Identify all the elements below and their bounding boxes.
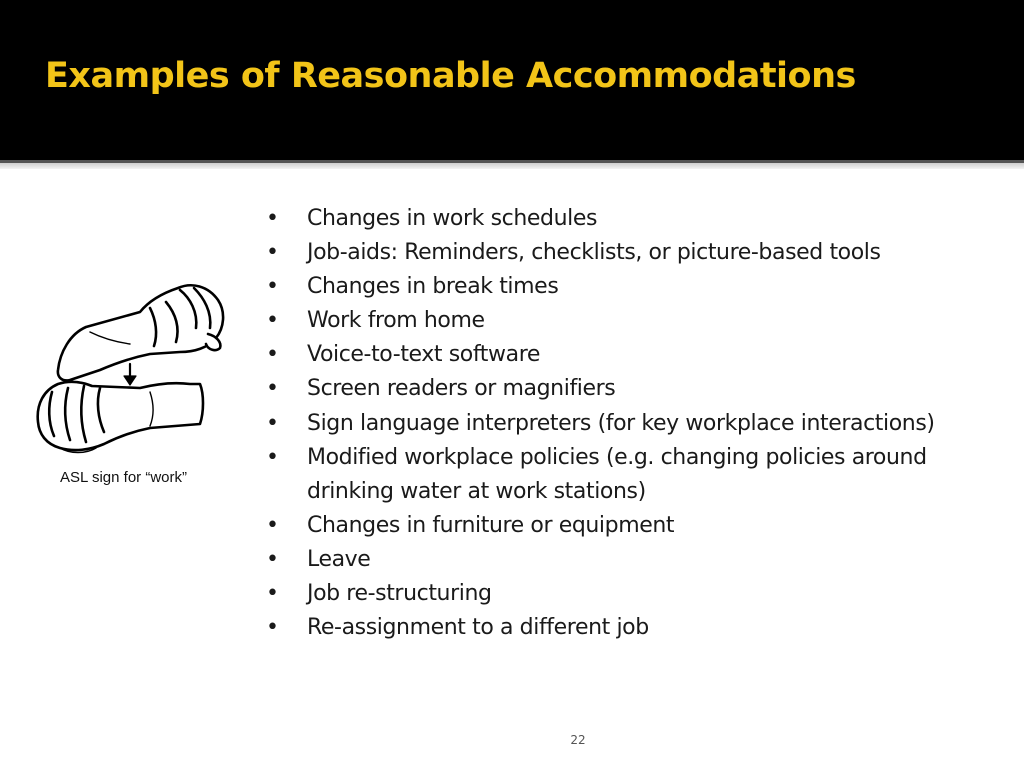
page-number: 22 [570,733,586,747]
list-item [266,202,1006,236]
bullet-icon: • [266,581,279,607]
list-item [266,372,1006,406]
bullet-icon: • [266,410,279,436]
slide-title: Examples of Reasonable Accommodations [45,56,856,96]
list-item [266,304,1006,338]
list-item [266,611,1006,645]
image-caption: ASL sign for “work” [60,469,187,486]
bullet-icon: • [266,615,279,641]
list-item [266,543,1006,577]
bullet-icon: • [266,444,279,470]
list-item [266,509,1006,543]
list-item-text: Re-assignment to a different job [307,615,649,641]
list-item [266,577,1006,611]
bullet-icon: • [266,308,279,334]
list-item-text: Job re-structuring [307,581,492,607]
list-item [266,338,1006,372]
bullet-icon: • [266,512,279,538]
list-item-text: Modified workplace policies (e.g. changing policies around drinking water at work stations) [307,444,927,504]
list-item-text: Leave [307,546,371,572]
list-item-text: Screen readers or magnifiers [307,376,616,402]
bullet-icon: • [266,546,279,572]
downward-motion-arrow-icon [124,364,136,385]
list-item-text: Changes in break times [307,274,559,300]
bullet-icon: • [266,206,279,231]
bullet-icon: • [266,274,279,300]
list-item [266,270,1006,304]
list-item-text: Job-aids: Reminders, checklists, or picture-based tools [307,240,881,266]
bullet-icon: • [266,376,279,402]
lower-fist-icon [38,382,203,453]
list-item [266,407,1006,441]
title-divider-shadow [0,163,1024,169]
list-item [266,441,1006,509]
list-item-text: Work from home [307,308,485,334]
list-item-text: Changes in work schedules [307,206,598,231]
title-bar [0,0,1024,160]
upper-fist-icon [58,285,223,380]
list-item-text: Sign language interpreters (for key workplace interactions) [307,410,935,436]
list-item-text: Voice-to-text software [307,342,541,368]
bullet-icon: • [266,342,279,368]
list-item [266,236,1006,270]
bullet-icon: • [266,240,279,266]
list-item-text: Changes in furniture or equipment [307,512,675,538]
accommodations-list [266,202,1006,645]
asl-work-sign-illustration [30,272,230,462]
